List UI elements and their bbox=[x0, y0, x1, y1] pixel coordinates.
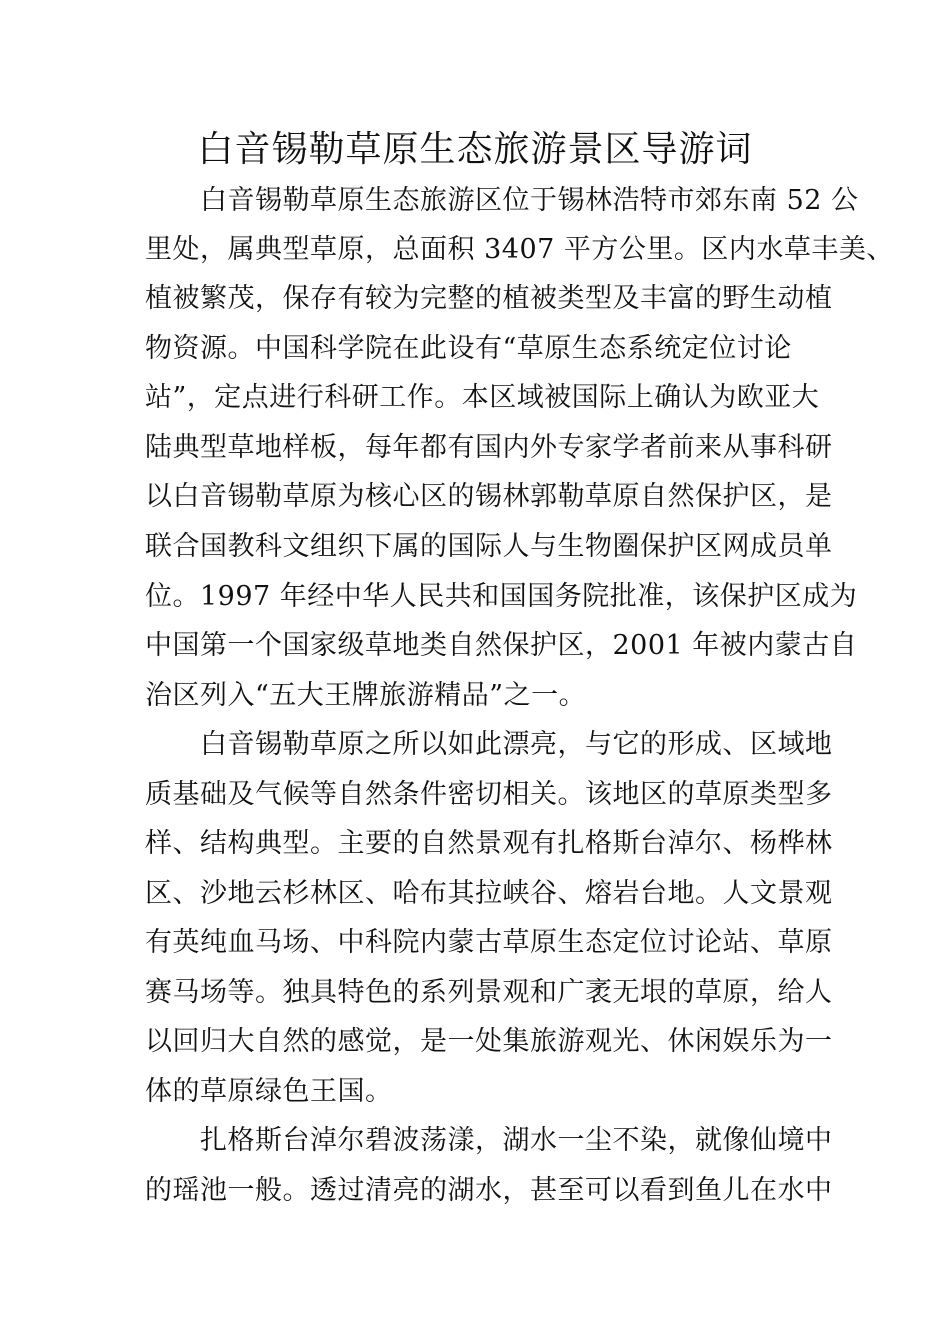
paragraph-line: 白音锡勒草原生态旅游区位于锡林浩特市郊东南 52 公 bbox=[200, 185, 859, 216]
paragraph-line: 样、结构典型。主要的自然景观有扎格斯台淖尔、杨桦林 bbox=[145, 828, 833, 859]
paragraph-line: 赛马场等。独具特色的系列景观和广袤无垠的草原，给人 bbox=[145, 977, 833, 1008]
paragraph-line: 的瑶池一般。透过清亮的湖水，甚至可以看到鱼儿在水中 bbox=[145, 1175, 833, 1206]
paragraph-line: 白音锡勒草原之所以如此漂亮，与它的形成、区域地 bbox=[200, 729, 833, 760]
paragraph-line: 扎格斯台淖尔碧波荡漾，湖水一尘不染，就像仙境中 bbox=[200, 1125, 833, 1156]
paragraph-line: 区、沙地云杉林区、哈布其拉峡谷、熔岩台地。人文景观 bbox=[145, 878, 833, 909]
paragraph-line: 位。1997 年经中华人民共和国国务院批准，该保护区成为 bbox=[145, 581, 858, 612]
document-title: 白音锡勒草原生态旅游景区导游词 bbox=[197, 129, 753, 170]
paragraph-line: 体的草原绿色王国。 bbox=[145, 1076, 393, 1107]
paragraph-line: 植被繁茂，保存有较为完整的植被类型及丰富的野生动植 bbox=[145, 283, 833, 314]
paragraph-line: 以回归大自然的感觉，是一处集旅游观光、休闲娱乐为一 bbox=[145, 1026, 833, 1057]
paragraph-line: 治区列入“五大王牌旅游精品”之一。 bbox=[145, 680, 587, 711]
paragraph-line: 以白音锡勒草原为核心区的锡林郭勒草原自然保护区，是 bbox=[145, 481, 833, 512]
paragraph-line: 陆典型草地样板，每年都有国内外专家学者前来从事科研 bbox=[145, 432, 833, 463]
paragraph-line: 质基础及气候等自然条件密切相关。该地区的草原类型多 bbox=[145, 779, 833, 810]
paragraph-line: 里处，属典型草原，总面积 3407 平方公里。区内水草丰美、 bbox=[145, 234, 894, 265]
paragraph-line: 有英纯血马场、中科院内蒙古草原生态定位讨论站、草原 bbox=[145, 927, 833, 958]
paragraph-line: 物资源。中国科学院在此设有“草原生态系统定位讨论 bbox=[145, 333, 792, 364]
paragraph-line: 站”，定点进行科研工作。本区域被国际上确认为欧亚大 bbox=[145, 382, 820, 413]
paragraph-line: 联合国教科文组织下属的国际人与生物圈保护区网成员单 bbox=[145, 531, 833, 562]
paragraph-line: 中国第一个国家级草地类自然保护区，2001 年被内蒙古自 bbox=[145, 630, 858, 661]
